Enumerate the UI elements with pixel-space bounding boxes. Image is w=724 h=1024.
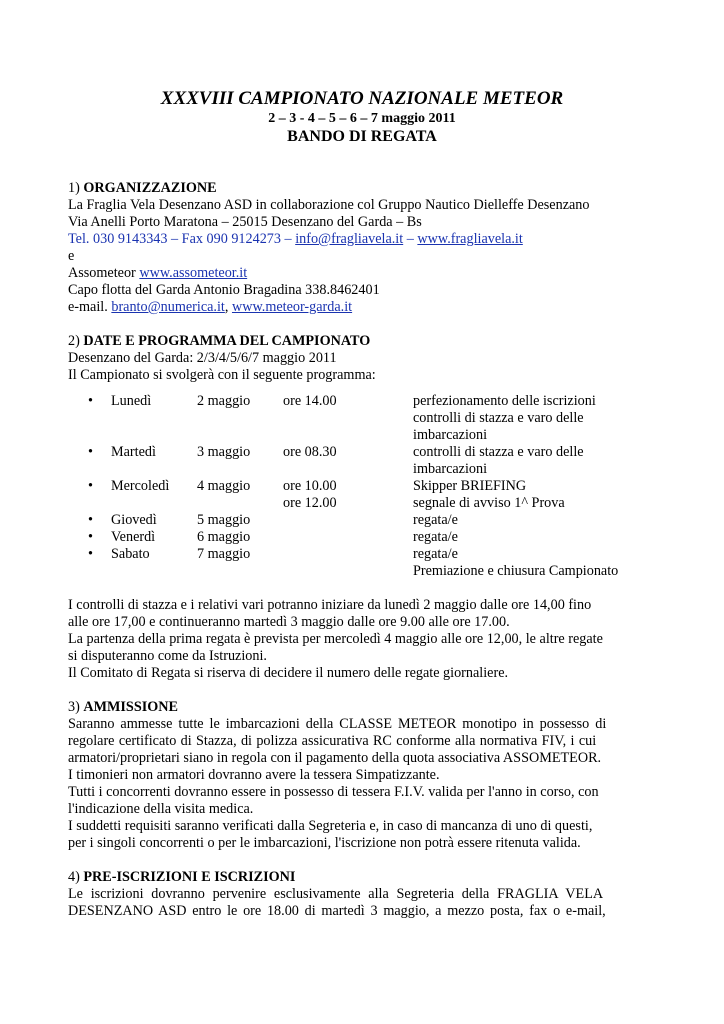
list-item	[68, 512, 656, 529]
program-date: 2 maggio	[197, 393, 251, 409]
program-activity: imbarcazioni	[413, 461, 488, 477]
list-item	[68, 546, 656, 563]
paragraph-line: I controlli di stazza e i relativi vari potranno iniziare da lunedì 2 maggio dalle ore 14,00 fino	[68, 597, 592, 613]
section-heading-iscrizioni	[68, 869, 656, 886]
program-activity: perfezionamento delle iscrizioni	[413, 393, 596, 409]
document-title: XXXVIII CAMPIONATO NAZIONALE METEOR	[160, 88, 564, 109]
program-date: 7 maggio	[197, 546, 251, 562]
program-activity: Skipper BRIEFING	[413, 478, 527, 494]
document-header	[0, 88, 724, 147]
program-activity: controlli di stazza e varo delle	[413, 444, 584, 460]
program-day: Giovedì	[111, 512, 157, 528]
program-activity: regata/e	[413, 529, 458, 545]
program-day: Lunedì	[111, 393, 152, 409]
section-title: ORGANIZZAZIONE	[83, 180, 217, 196]
comma: ,	[224, 299, 232, 315]
web-link-assometeor[interactable]: www.assometeor.it	[139, 265, 248, 281]
document-subtitle: BANDO DI REGATA	[287, 128, 437, 145]
paragraph-line: Tutti i concorrenti dovranno essere in possesso di tessera F.I.V. valida per l'anno in corso, con	[68, 784, 599, 800]
list-item	[68, 444, 656, 461]
bullet-icon: •	[88, 512, 93, 528]
paragraph-line: Il Comitato di Regata si riserva di decidere il numero delle regate giornaliere.	[68, 665, 509, 681]
section-number: 1)	[68, 180, 84, 196]
program-date: 5 maggio	[197, 512, 251, 528]
program-activity: imbarcazioni	[413, 427, 488, 443]
section-title: AMMISSIONE	[83, 699, 178, 715]
email-label: e-mail.	[68, 299, 112, 315]
bullet-icon: •	[88, 546, 93, 562]
paragraph-line: armatori/proprietari siano in regola con il pagamento della quota associativa ASSOMETEOR.	[68, 750, 602, 766]
paragraph-line: La partenza della prima regata è prevista per mercoledì 4 maggio alle ore 12,00, le altre regate	[68, 631, 603, 647]
section-heading-organizzazione	[68, 180, 656, 197]
email-line	[68, 299, 656, 316]
program-date: 6 maggio	[197, 529, 251, 545]
paragraph-line: si disputeranno come da Istruzioni.	[68, 648, 267, 664]
program-list	[68, 393, 656, 580]
address-line: Via Anelli Porto Maratona – 25015 Desenzano del Garda – Bs	[68, 214, 422, 230]
program-day: Mercoledì	[111, 478, 170, 494]
list-item	[68, 563, 656, 580]
program-activity: segnale di avviso 1^ Prova	[413, 495, 565, 511]
email-link-branto[interactable]: branto@numerica.it	[111, 299, 225, 315]
web-link-meteor-garda[interactable]: www.meteor-garda.it	[231, 299, 353, 315]
list-item	[68, 495, 656, 512]
paragraph-line: alle ore 17,00 e continueranno martedì 3 maggio dalle ore 9.00 alle ore 17.00.	[68, 614, 510, 630]
bullet-icon: •	[88, 529, 93, 545]
assometeor-line	[68, 265, 656, 282]
championship-dates: Desenzano del Garda: 2/3/4/5/6/7 maggio 2011	[68, 350, 337, 366]
paragraph-line: Le iscrizioni dovranno pervenire esclusivamente alla Segreteria della FRAGLIA VELA	[68, 886, 604, 902]
list-item	[68, 393, 656, 410]
paragraph-line: I suddetti requisiti saranno verificati dalla Segreteria e, in caso di mancanza di uno di questi,	[68, 818, 593, 834]
section-number: 3)	[68, 699, 84, 715]
event-dates: 2 – 3 - 4 – 5 – 6 – 7 maggio 2011	[268, 111, 456, 126]
program-time: ore 14.00	[283, 393, 337, 409]
program-date: 4 maggio	[197, 478, 251, 494]
program-activity: regata/e	[413, 512, 458, 528]
list-item	[68, 478, 656, 495]
assometeor-label: Assometeor	[68, 265, 140, 281]
bullet-icon: •	[88, 444, 93, 460]
section-title: DATE E PROGRAMMA DEL CAMPIONATO	[83, 333, 371, 349]
paragraph-line: I timonieri non armatori dovranno avere la tessera Simpatizzante.	[68, 767, 440, 783]
program-intro: Il Campionato si svolgerà con il seguente programma:	[68, 367, 376, 383]
paragraph-line: l'indicazione della visita medica.	[68, 801, 254, 817]
section-heading-ammissione	[68, 699, 656, 716]
bullet-icon: •	[88, 393, 93, 409]
list-item	[68, 461, 656, 478]
contact-line	[68, 231, 656, 248]
separator: –	[403, 231, 418, 247]
paragraph-line: DESENZANO ASD entro le ore 18.00 di martedì 3 maggio, a mezzo posta, fax o e-mail,	[68, 903, 606, 919]
program-time: ore 10.00	[283, 478, 337, 494]
document-body	[68, 180, 656, 920]
section-number: 4)	[68, 869, 84, 885]
section-number: 2)	[68, 333, 84, 349]
program-activity: Premiazione e chiusura Campionato	[413, 563, 619, 579]
program-activity: controlli di stazza e varo delle	[413, 410, 584, 426]
paragraph-line: per i singoli concorrenti o per le imbarcazioni, l'iscrizione non potrà essere ritenuta valida.	[68, 835, 581, 851]
email-link-fraglia[interactable]: info@fragliavela.it	[295, 231, 404, 247]
program-date: 3 maggio	[197, 444, 251, 460]
web-link-fraglia[interactable]: www.fragliavela.it	[417, 231, 523, 247]
paragraph-line: Saranno ammesse tutte le imbarcazioni della CLASSE METEOR monotipo in possesso di	[68, 716, 607, 732]
program-day: Martedì	[111, 444, 156, 460]
fleet-captain-line: Capo flotta del Garda Antonio Bragadina 338.8462401	[68, 282, 380, 298]
list-item	[68, 410, 656, 427]
program-activity: regata/e	[413, 546, 458, 562]
phone-fax-text: Tel. 030 9143343 – Fax 090 9124273 –	[68, 231, 296, 247]
bullet-icon: •	[88, 478, 93, 494]
list-item	[68, 529, 656, 546]
list-item	[68, 427, 656, 444]
conjunction-text: e	[68, 248, 75, 264]
program-day: Venerdì	[111, 529, 156, 545]
section-heading-programma	[68, 333, 656, 350]
program-day: Sabato	[111, 546, 150, 562]
organizer-line: La Fraglia Vela Desenzano ASD in collaborazione col Gruppo Nautico Dielleffe Desenzano	[68, 197, 590, 213]
program-time: ore 08.30	[283, 444, 337, 460]
paragraph-line: regolare certificato di Stazza, di polizza assicurativa RC conforme alla normativa FIV, i cui	[68, 733, 597, 749]
program-time: ore 12.00	[283, 495, 337, 511]
section-title: PRE-ISCRIZIONI E ISCRIZIONI	[83, 869, 296, 885]
